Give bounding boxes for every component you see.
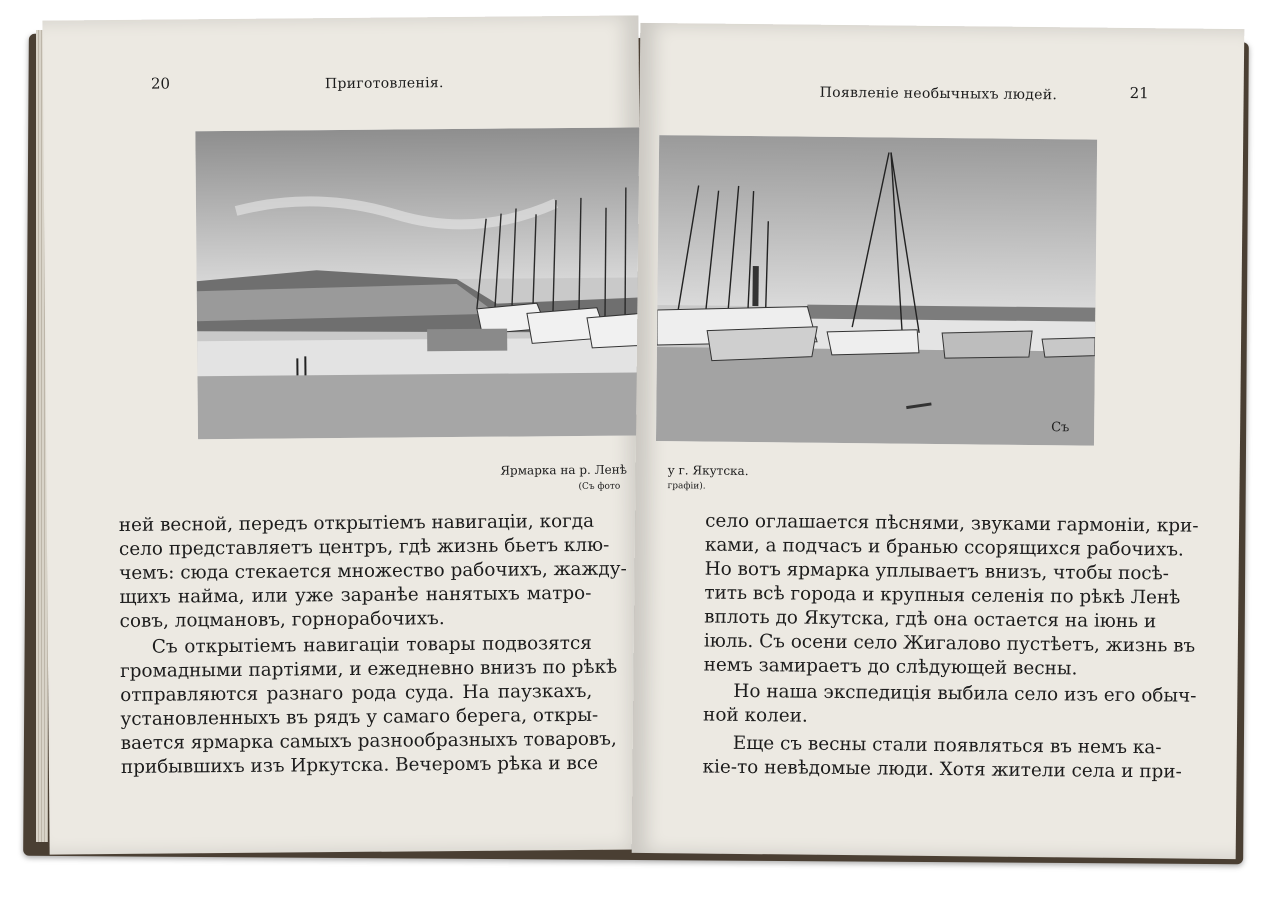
figure-caption-source: графіи).: [667, 481, 706, 492]
text-line: совъ, лоцмановъ, горнорабочихъ.: [119, 608, 445, 632]
figure-caption-source: (Съ фото: [578, 481, 621, 492]
text-line: отправляются разнаго рода суда. На паузкахъ,: [120, 680, 593, 706]
figure-caption: Ярмарка на р. Ленѣ: [500, 462, 628, 478]
illustration-right: [656, 135, 1097, 446]
text-line: Еще съ весны стали появляться въ немъ ка-: [732, 732, 1162, 759]
text-line: ной колеи.: [703, 704, 808, 727]
illustration-left: [195, 127, 642, 439]
text-line: чемъ: сюда стекается множество рабочихъ, жажду-: [119, 558, 627, 584]
river-port-engraving-left: [195, 127, 642, 439]
figure-caption: у г. Якутска.: [667, 463, 749, 479]
text-line: Но наша экспедиція выбила село изъ его обыч-: [733, 680, 1197, 707]
text-line: вается ярмарка самыхъ разнообразныхъ товаровъ,: [120, 728, 617, 754]
text-line: іюль. Съ осени село Жигалово пустѣетъ, жизнь въ: [703, 630, 1196, 657]
text-line: вплоть до Якутска, гдѣ она остается на іюнь и: [704, 606, 1157, 633]
engraver-signature: Съ: [1051, 420, 1070, 436]
river-port-engraving-right: [656, 135, 1097, 446]
text-line: немъ замираетъ до слѣдующей весны.: [703, 654, 1078, 680]
text-line: щихъ найма, или уже заранѣе нанятыхъ матро-: [119, 582, 592, 608]
text-line: село оглашается пѣснями, звуками гармоніи, кри-: [705, 510, 1199, 537]
text-line: тить всѣ города и крупныя селенія по рѣкѣ Ленѣ: [704, 582, 1181, 609]
text-line: село представляетъ центръ, гдѣ жизнь бьетъ клю-: [118, 534, 610, 560]
page-number: 21: [1129, 83, 1149, 103]
right-page: [632, 23, 1245, 859]
text-line: ками, а подчасъ и бранью ссорящихся рабочихъ.: [704, 534, 1184, 561]
text-line: ней весной, передъ открытіемъ навигаціи, когда: [118, 510, 595, 536]
text-line: кіе-то невѣдомые люди. Хотя жители села и при-: [702, 756, 1182, 783]
text-line: Съ открытіемъ навигаціи товары подвозятся: [151, 632, 592, 658]
running-head: Приготовленія.: [324, 75, 444, 93]
running-head: Появленіе необычныхъ людей.: [819, 84, 1058, 104]
left-page: [42, 15, 645, 854]
text-line: Но вотъ ярмарка уплываетъ внизъ, чтобы посѣ-: [704, 558, 1170, 585]
text-line: громадными партіями, и ежедневно внизъ по рѣкѣ: [119, 656, 618, 682]
text-line: прибывшихъ изъ Иркутска. Вечеромъ рѣка и все: [120, 752, 599, 778]
page-number: 20: [150, 74, 171, 93]
text-line: установленныхъ въ рядъ у самаго берега, откры-: [120, 704, 599, 730]
